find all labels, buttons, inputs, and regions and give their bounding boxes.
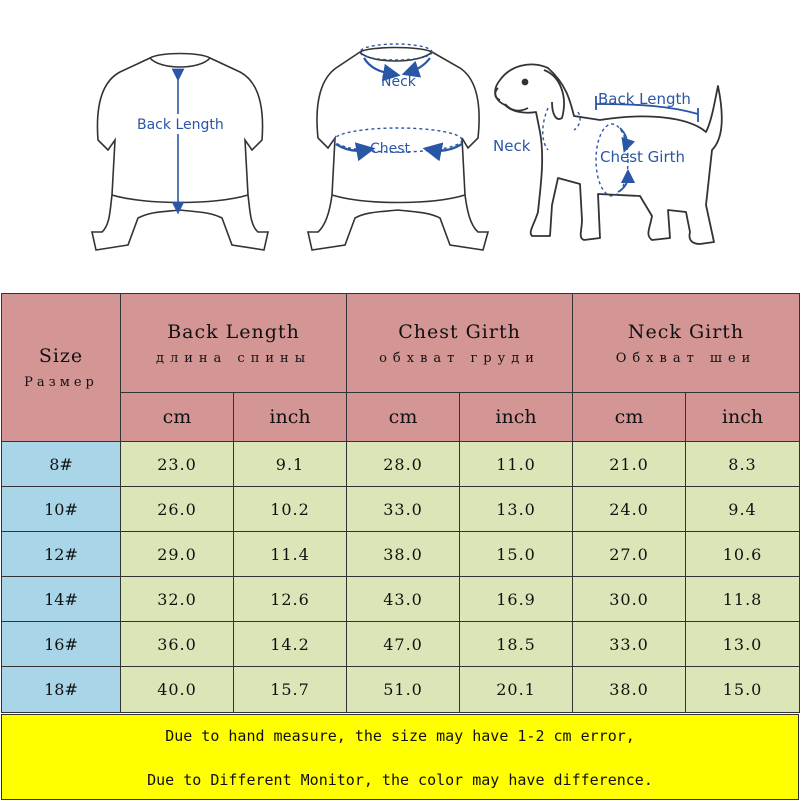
value-cell: 33.0 [347, 487, 460, 532]
value-cell: 36.0 [121, 622, 234, 667]
value-cell: 30.0 [573, 577, 686, 622]
value-cell: 40.0 [121, 667, 234, 713]
garment-neck-label: Neck [381, 74, 416, 90]
group-header-back-length [121, 294, 347, 393]
value-cell: 38.0 [347, 532, 460, 577]
unit-header: inch [460, 393, 573, 442]
size-header-ru: Размер [24, 375, 98, 390]
value-cell: 24.0 [573, 487, 686, 532]
notice-line-2: Due to Different Monitor, the color may have difference. [147, 771, 653, 789]
table-row [2, 577, 800, 622]
value-cell: 28.0 [347, 442, 460, 487]
value-cell: 29.0 [121, 532, 234, 577]
size-cell: 18# [2, 667, 121, 713]
unit-header: inch [234, 393, 347, 442]
size-chart-table [1, 293, 800, 713]
group-header-ru: длина спины [155, 350, 312, 366]
dog-chest-girth-label: Chest Girth [600, 148, 686, 166]
size-header-cell [2, 294, 121, 442]
unit-header: inch [686, 393, 800, 442]
value-cell: 23.0 [121, 442, 234, 487]
garment-back-length-label: Back Length [137, 117, 224, 133]
value-cell: 38.0 [573, 667, 686, 713]
value-cell: 10.2 [234, 487, 347, 532]
value-cell: 9.4 [686, 487, 800, 532]
value-cell: 21.0 [573, 442, 686, 487]
group-header-ru: обхват груди [379, 350, 540, 366]
size-cell: 8# [2, 442, 121, 487]
group-header-en: Neck Girth [627, 320, 745, 343]
value-cell: 43.0 [347, 577, 460, 622]
notice-line-1: Due to hand measure, the size may have 1-2 cm error, [165, 727, 635, 745]
value-cell: 12.6 [234, 577, 347, 622]
value-cell: 11.4 [234, 532, 347, 577]
group-header-en: Back Length [167, 320, 300, 343]
value-cell: 13.0 [460, 487, 573, 532]
size-cell: 10# [2, 487, 121, 532]
table-row [2, 667, 800, 713]
size-cell: 14# [2, 577, 121, 622]
group-header-ru: Обхват шеи [615, 350, 757, 366]
measurement-illustrations [0, 0, 800, 290]
size-cell: 16# [2, 622, 121, 667]
size-header-en: Size [38, 345, 84, 367]
value-cell: 26.0 [121, 487, 234, 532]
value-cell: 8.3 [686, 442, 800, 487]
table-row [2, 532, 800, 577]
value-cell: 15.0 [460, 532, 573, 577]
garment-chest-label: Chest [370, 141, 411, 157]
garment-front-drawing [92, 54, 268, 251]
value-cell: 20.1 [460, 667, 573, 713]
dog-neck-label: Neck [493, 137, 531, 155]
value-cell: 33.0 [573, 622, 686, 667]
group-header-neck-girth [573, 294, 800, 393]
value-cell: 11.0 [460, 442, 573, 487]
table-row [2, 442, 800, 487]
table-row [2, 487, 800, 532]
value-cell: 32.0 [121, 577, 234, 622]
value-cell: 15.7 [234, 667, 347, 713]
unit-header: cm [347, 393, 460, 442]
value-cell: 51.0 [347, 667, 460, 713]
table-row [2, 622, 800, 667]
value-cell: 47.0 [347, 622, 460, 667]
unit-header: cm [121, 393, 234, 442]
measurement-notice [1, 714, 799, 800]
size-cell: 12# [2, 532, 121, 577]
value-cell: 18.5 [460, 622, 573, 667]
value-cell: 15.0 [686, 667, 800, 713]
group-header-chest-girth [347, 294, 573, 393]
value-cell: 27.0 [573, 532, 686, 577]
dog-back-length-label: Back Length [598, 90, 691, 108]
group-header-en: Chest Girth [398, 320, 521, 343]
unit-header: cm [573, 393, 686, 442]
value-cell: 9.1 [234, 442, 347, 487]
value-cell: 13.0 [686, 622, 800, 667]
value-cell: 14.2 [234, 622, 347, 667]
value-cell: 10.6 [686, 532, 800, 577]
value-cell: 16.9 [460, 577, 573, 622]
value-cell: 11.8 [686, 577, 800, 622]
